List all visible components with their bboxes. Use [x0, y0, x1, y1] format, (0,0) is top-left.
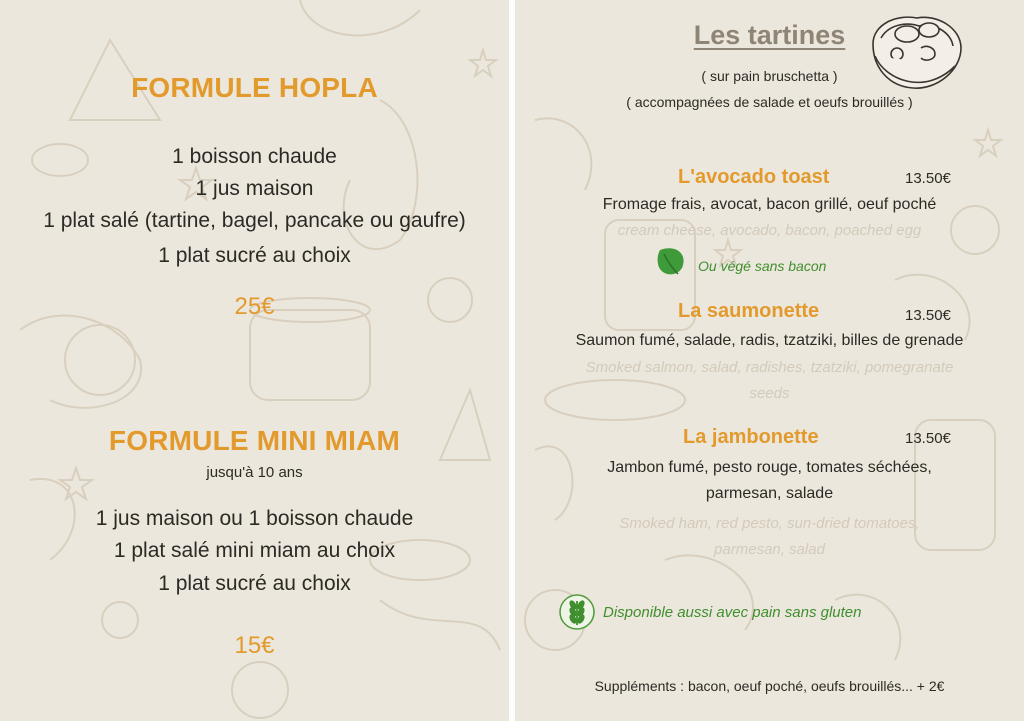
- leaf-icon: [652, 244, 692, 280]
- menu-item-description: Fromage frais, avocat, bacon grillé, oeuf poché: [602, 196, 937, 213]
- section-title: Les tartines: [693, 20, 846, 50]
- formula-hopla-line: 1 plat sucré au choix: [158, 244, 351, 267]
- section-subtitle: ( sur pain bruschetta ): [701, 68, 838, 84]
- formula-hopla-title: FORMULE HOPLA: [131, 72, 378, 103]
- menu-item-description-en: Smoked salmon, salad, radishes, tzatziki, pomegranate: [585, 359, 954, 376]
- menu-item-name: La saumonette: [678, 300, 820, 322]
- menu-item-name: La jambonette: [683, 426, 819, 448]
- menu-item-price: 13.50€: [905, 307, 951, 324]
- menu-item-description-en: seeds: [749, 385, 790, 402]
- formula-mini-line: 1 plat sucré au choix: [158, 572, 351, 595]
- veg-note-text: Ou végé sans bacon: [698, 258, 827, 274]
- formula-mini-line: 1 plat salé mini miam au choix: [113, 539, 396, 562]
- menu-item-description: parmesan, salade: [705, 485, 834, 502]
- section-subtitle: ( accompagnées de salade et oeufs brouillés ): [626, 94, 913, 110]
- menu-item-description-en: cream cheese, avocado, bacon, poached egg: [617, 222, 922, 239]
- menu-item-name: L'avocado toast: [678, 166, 830, 188]
- formula-hopla-line: 1 jus maison: [195, 177, 314, 200]
- menu-item-price: 13.50€: [905, 430, 951, 447]
- veg-note: [652, 244, 826, 280]
- formula-mini-subtitle: jusqu'à 10 ans: [206, 464, 303, 481]
- gluten-free-note: [557, 592, 862, 632]
- supplements-line: Suppléments : bacon, oeuf poché, oeufs brouillés... + 2€: [594, 678, 945, 694]
- menu-item-price: 13.50€: [905, 170, 951, 187]
- menu-page-formules: [0, 0, 509, 721]
- gluten-free-note-text: Disponible aussi avec pain sans gluten: [603, 603, 862, 621]
- menu-item-description-en: parmesan, salad: [714, 541, 825, 558]
- menu-page-tartines: [515, 0, 1024, 721]
- menu-item-description: Jambon fumé, pesto rouge, tomates séchées,: [607, 459, 932, 476]
- formula-hopla-line: 1 plat salé (tartine, bagel, pancake ou gaufre): [43, 209, 466, 232]
- menu-item-description: Saumon fumé, salade, radis, tzatziki, billes de grenade: [575, 332, 964, 349]
- formula-hopla-price: 25€: [234, 293, 275, 320]
- formula-mini-price: 15€: [234, 632, 275, 659]
- menu-item-description-en: Smoked ham, red pesto, sun-dried tomatoes,: [619, 515, 920, 532]
- wheat-icon: [557, 592, 597, 632]
- formula-mini-title: FORMULE MINI MIAM: [108, 425, 401, 456]
- formula-hopla-line: 1 boisson chaude: [172, 145, 337, 168]
- formula-mini-line: 1 jus maison ou 1 boisson chaude: [95, 507, 414, 530]
